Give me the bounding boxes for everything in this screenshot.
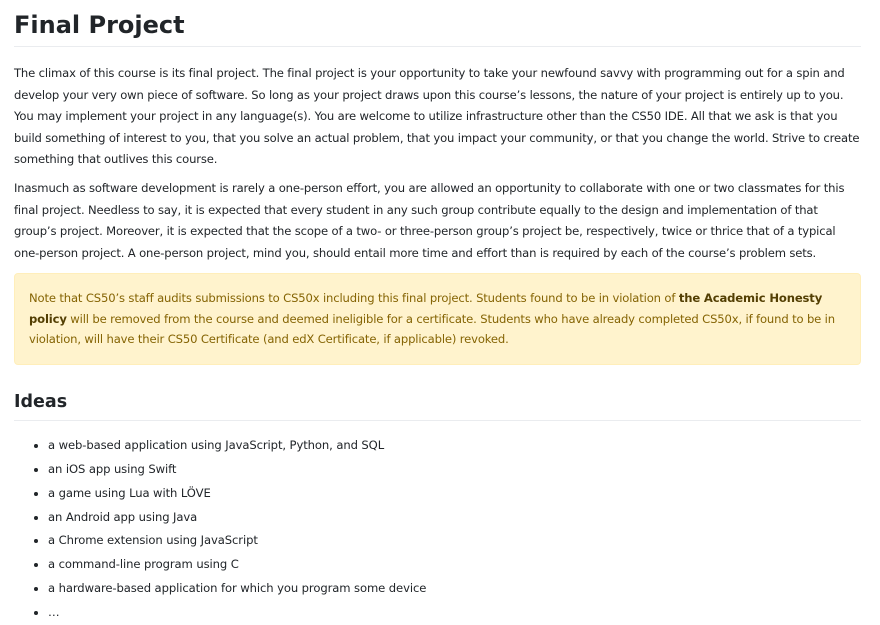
- collaboration-paragraph: Inasmuch as software development is rarely a one-person effort, you are allowed an opportunity to collaborate with one or two classmates for this final project. Needless to say, it is expected that every student in any such group contribute equally to the design and implementation of that group’s project. Moreover, it is expected that the scope of a two- or three-person group’s project be, respectively, twice or thrice that of a typical one-person project. A one-person project, mind you, should entail more time and effort than is required by each of the course’s problem sets.: [14, 180, 845, 260]
- list-item: • a command-line program using C: [48, 553, 861, 577]
- intro-paragraph: The climax of this course is its final project. The final project is your opportunity to take your newfound savvy with programming out for a spin and develop your very own piece of software. So long as your project draws upon this course’s lessons, the nature of your project is entirely up to you. You may implement your project in any language(s). You are welcome to utilize infrastructure other than the CS50 IDE. All that we ask is that you build something of interest to you, that you solve an actual problem, that you impact your community, or that you change the world. Strive to create something that outlives this course.: [14, 66, 860, 167]
- list-item: • a Chrome extension using JavaScript: [48, 529, 861, 553]
- ideas-heading: Ideas: [14, 389, 861, 421]
- page-title: Final Project: [14, 0, 861, 47]
- notice-text-before: Note that CS50’s staff audits submissions to CS50x including this final project. Students found to be in violation of: [29, 291, 679, 306]
- list-item: • an Android app using Java: [48, 506, 861, 530]
- list-item: • a game using Lua with LÖVE: [48, 482, 861, 506]
- ideas-list: [14, 434, 861, 625]
- list-item: • a web-based application using JavaScript, Python, and SQL: [48, 434, 861, 458]
- academic-honesty-policy-link[interactable]: the Academic Honesty policy: [29, 291, 823, 326]
- list-item: • an iOS app using Swift: [48, 458, 861, 482]
- list-item: • a hardware-based application for which you program some device: [48, 577, 861, 601]
- notice-text-after: will be removed from the course and deemed ineligible for a certificate. Students who have already completed CS50x, if found to be in violation, will have their CS50 Certificate (and edX Certificate, if applicable) revoked.: [29, 311, 835, 347]
- academic-honesty-notice: [14, 273, 861, 365]
- list-item: • …: [48, 601, 861, 625]
